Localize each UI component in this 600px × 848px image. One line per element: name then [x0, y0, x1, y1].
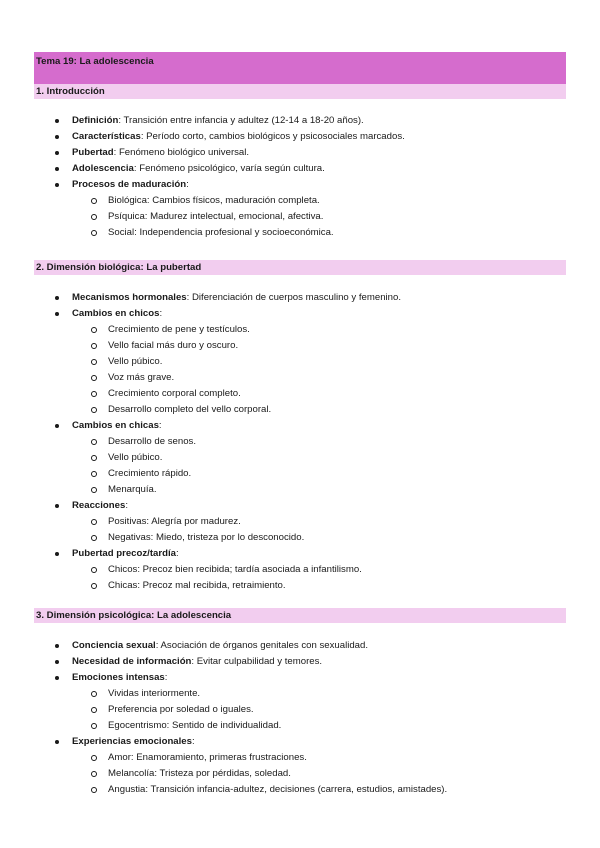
sub-list-item: Amor: Enamoramiento, primeras frustraciones. [34, 750, 574, 766]
bullet-icon [55, 676, 59, 680]
list-item: Definición: Transición entre infancia y adultez (12-14 a 18-20 años). [34, 113, 574, 129]
list-item: Cambios en chicos: [34, 306, 574, 322]
bullet-icon [55, 119, 59, 123]
sub-list-item: Preferencia por soledad o iguales. [34, 702, 574, 718]
section-heading-introduccion [34, 84, 566, 99]
sub-list-item: Biológica: Cambios físicos, maduración completa. [34, 193, 574, 209]
list-item: Pubertad: Fenómeno biológico universal. [34, 145, 574, 161]
sub-list-item: Positivas: Alegría por madurez. [34, 514, 574, 530]
sub-list-item: Negativas: Miedo, tristeza por lo desconocido. [34, 530, 574, 546]
list-item: Conciencia sexual: Asociación de órganos genitales con sexualidad. [34, 638, 574, 654]
section-list-introduccion [34, 113, 574, 241]
circle-bullet-icon [91, 439, 97, 445]
list-item: Características: Período corto, cambios biológicos y psicosociales marcados. [34, 129, 574, 145]
sub-list-item: Chicos: Precoz bien recibida; tardía asociada a infantilismo. [34, 562, 574, 578]
circle-bullet-icon [91, 359, 97, 365]
bullet-icon [55, 296, 59, 300]
sub-list-item: Crecimiento corporal completo. [34, 386, 574, 402]
document-title-bar [34, 52, 566, 84]
bullet-icon [55, 644, 59, 648]
section-list-dimension-psicologica [34, 638, 574, 798]
circle-bullet-icon [91, 567, 97, 573]
sub-list-item: Social: Independencia profesional y socioeconómica. [34, 225, 574, 241]
circle-bullet-icon [91, 198, 97, 204]
list-item: Mecanismos hormonales: Diferenciación de cuerpos masculino y femenino. [34, 290, 574, 306]
list-item: Emociones intensas: [34, 670, 574, 686]
section-heading-text: 3. Dimensión psicológica: La adolescencia [36, 610, 232, 621]
list-item: Necesidad de información: Evitar culpabilidad y temores. [34, 654, 574, 670]
sub-list-item: Vello púbico. [34, 450, 574, 466]
list-item: Cambios en chicas: [34, 418, 574, 434]
circle-bullet-icon [91, 343, 97, 349]
circle-bullet-icon [91, 487, 97, 493]
bullet-icon [55, 135, 59, 139]
sub-list-item: Crecimiento de pene y testículos. [34, 322, 574, 338]
bullet-icon [55, 660, 59, 664]
circle-bullet-icon [91, 691, 97, 697]
list-item: Procesos de maduración: [34, 177, 574, 193]
circle-bullet-icon [91, 787, 97, 793]
document-title: Tema 19: La adolescencia [36, 56, 154, 67]
circle-bullet-icon [91, 583, 97, 589]
list-item: Experiencias emocionales: [34, 734, 574, 750]
bullet-icon [55, 552, 59, 556]
sub-list-item: Chicas: Precoz mal recibida, retraimiento. [34, 578, 574, 594]
sub-list-item: Angustia: Transición infancia-adultez, decisiones (carrera, estudios, amistades). [34, 782, 574, 798]
sub-list-item: Crecimiento rápido. [34, 466, 574, 482]
circle-bullet-icon [91, 723, 97, 729]
sub-list-item: Desarrollo completo del vello corporal. [34, 402, 574, 418]
section-heading-dimension-psicologica [34, 608, 566, 623]
bullet-icon [55, 504, 59, 508]
circle-bullet-icon [91, 471, 97, 477]
sub-list-item: Psíquica: Madurez intelectual, emocional, afectiva. [34, 209, 574, 225]
bullet-icon [55, 740, 59, 744]
bullet-icon [55, 424, 59, 428]
section-heading-dimension-biologica [34, 260, 566, 275]
section-list-dimension-biologica [34, 290, 574, 594]
section-heading-text: 1. Introducción [36, 86, 105, 97]
bullet-icon [55, 167, 59, 171]
circle-bullet-icon [91, 327, 97, 333]
list-item: Pubertad precoz/tardía: [34, 546, 574, 562]
sub-list-item: Vello facial más duro y oscuro. [34, 338, 574, 354]
sub-list-item: Egocentrismo: Sentido de individualidad. [34, 718, 574, 734]
circle-bullet-icon [91, 407, 97, 413]
sub-list-item: Desarrollo de senos. [34, 434, 574, 450]
list-item: Adolescencia: Fenómeno psicológico, varía según cultura. [34, 161, 574, 177]
circle-bullet-icon [91, 519, 97, 525]
sub-list-item: Melancolía: Tristeza por pérdidas, soledad. [34, 766, 574, 782]
bullet-icon [55, 151, 59, 155]
bullet-icon [55, 183, 59, 187]
list-item: Reacciones: [34, 498, 574, 514]
sub-list-item: Menarquía. [34, 482, 574, 498]
circle-bullet-icon [91, 455, 97, 461]
circle-bullet-icon [91, 391, 97, 397]
circle-bullet-icon [91, 771, 97, 777]
sub-list-item: Voz más grave. [34, 370, 574, 386]
sub-list-item: Vividas interiormente. [34, 686, 574, 702]
circle-bullet-icon [91, 214, 97, 220]
circle-bullet-icon [91, 707, 97, 713]
circle-bullet-icon [91, 375, 97, 381]
bullet-icon [55, 312, 59, 316]
section-heading-text: 2. Dimensión biológica: La pubertad [36, 262, 202, 273]
circle-bullet-icon [91, 535, 97, 541]
sub-list-item: Vello púbico. [34, 354, 574, 370]
circle-bullet-icon [91, 755, 97, 761]
circle-bullet-icon [91, 230, 97, 236]
